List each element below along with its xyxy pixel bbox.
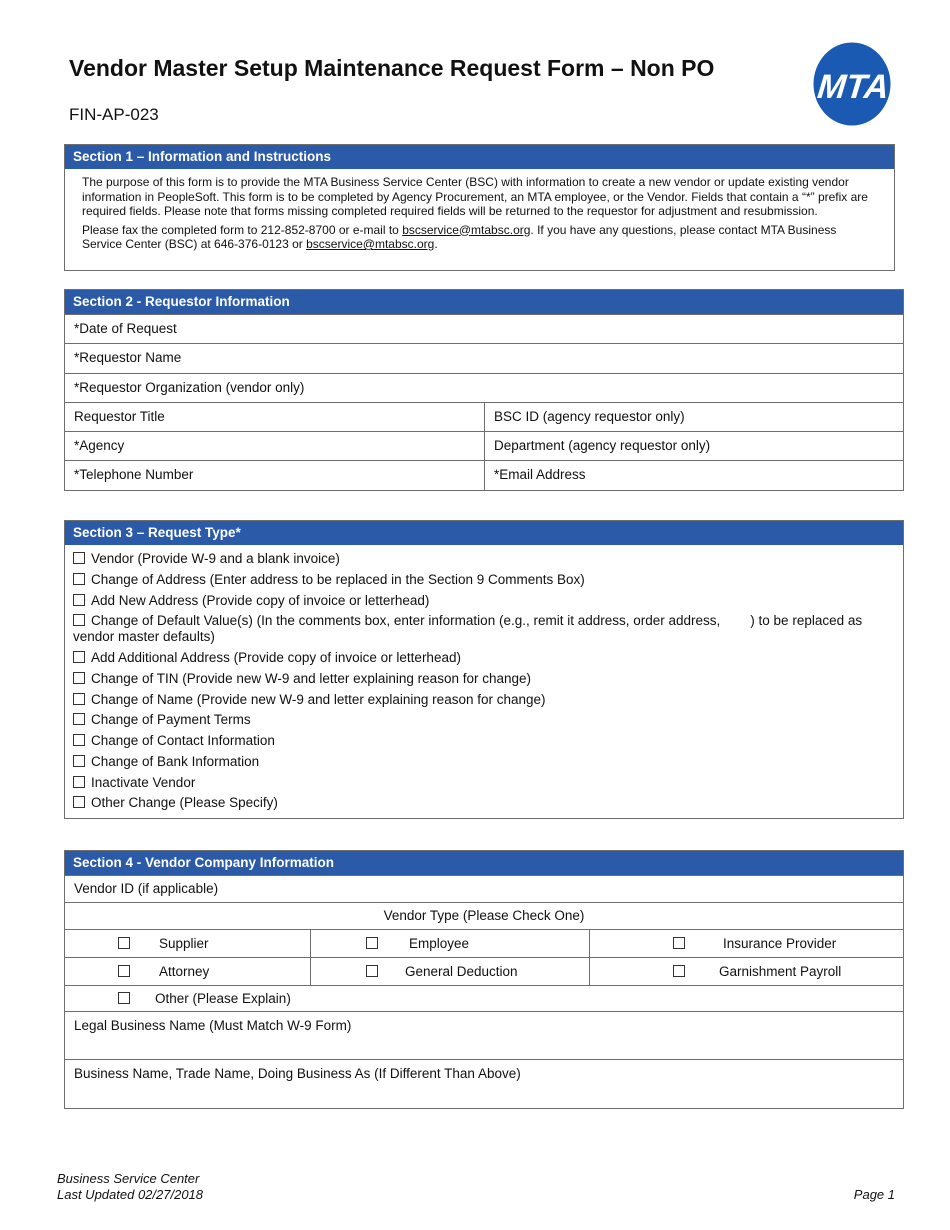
checkbox[interactable]: [73, 713, 85, 725]
checkbox[interactable]: [73, 693, 85, 705]
option-garnishment-payroll[interactable]: Garnishment Payroll: [589, 958, 903, 985]
email-link-2[interactable]: bscservice@mtabsc.org: [306, 237, 435, 251]
request-type-item: Other Change (Please Specify): [73, 793, 895, 814]
option-supplier[interactable]: Supplier: [65, 930, 310, 957]
checkbox[interactable]: [73, 594, 85, 606]
checkbox[interactable]: [118, 937, 130, 949]
instructions-text-b: . If you have any questions, please contact MTA Business Service Center (BSC) at 646-376-0123 or: [82, 222, 837, 251]
checkbox[interactable]: [73, 573, 85, 585]
section-4-vendor-company: [64, 850, 904, 1109]
option-employee[interactable]: Employee: [310, 930, 589, 957]
bsc-id-field[interactable]: BSC ID (agency requestor only): [484, 403, 903, 431]
vendor-id-field[interactable]: Vendor ID (if applicable): [65, 875, 903, 902]
agency-field[interactable]: *Agency: [74, 438, 125, 454]
option-general-deduction[interactable]: General Deduction: [310, 958, 589, 985]
dba-name-field[interactable]: Business Name, Trade Name, Doing Business As (If Different Than Above): [65, 1059, 903, 1107]
footer: [57, 1171, 203, 1203]
requestor-name-label: *Requestor Name: [74, 350, 182, 366]
requestor-name-field[interactable]: [65, 343, 903, 372]
footer-org: Business Service Center: [57, 1171, 200, 1186]
request-type-item: Add Additional Address (Provide copy of invoice or letterhead): [73, 648, 895, 669]
instructions-paragraph-1: The purpose of this form is to provide the MTA Business Service Center (BSC) with information to create a new vendor or update existing vendor information in PeopleSoft. This form is to be completed by Agency Procurement, an MTA employee, or the Vendor. Fields that contain a “*” prefix are required fields. Please note that forms missing completed required fields will be returned to the requestor for adjustment and resubmission.: [82, 175, 868, 218]
email-field[interactable]: *Email Address: [484, 461, 903, 489]
checkbox[interactable]: [366, 937, 378, 949]
instructions-text-c: .: [434, 237, 438, 251]
request-type-item: Change of TIN (Provide new W-9 and letter explaining reason for change): [73, 669, 895, 690]
checkbox[interactable]: [73, 651, 85, 663]
page-number: Page 1: [853, 1187, 895, 1202]
mta-logo: [813, 42, 891, 126]
checkbox[interactable]: [73, 552, 85, 564]
request-type-item: Change of Bank Information: [73, 752, 895, 773]
section-1-instructions: [64, 144, 895, 271]
request-type-item: Change of Name (Provide new W-9 and letter explaining reason for change): [73, 690, 895, 711]
checkbox[interactable]: [366, 965, 378, 977]
request-type-item: Change of Default Value(s) (In the comments box, enter information (e.g., remit it address, order address, ) to be replaced as vendor master defaults): [73, 613, 866, 645]
request-type-item: Change of Contact Information: [73, 731, 895, 752]
request-type-item: Change of Payment Terms: [73, 710, 895, 731]
section-1-heading: Section 1 – Information and Instructions: [65, 145, 894, 169]
request-type-item: Add New Address (Provide copy of invoice or letterhead): [73, 591, 895, 612]
email-link[interactable]: bscservice@mtabsc.org: [402, 222, 531, 237]
requestor-org-label: *Requestor Organization (vendor only): [74, 379, 305, 395]
checkbox[interactable]: [673, 965, 685, 977]
form-id: FIN-AP-023: [69, 105, 159, 124]
legal-business-name-field[interactable]: Legal Business Name (Must Match W-9 Form): [65, 1011, 903, 1059]
request-type-item: Inactivate Vendor: [73, 773, 895, 794]
requestor-org-field[interactable]: [65, 373, 903, 402]
date-of-request-field[interactable]: [65, 314, 903, 343]
request-type-list: [65, 545, 903, 814]
section-3-heading: Section 3 – Request Type*: [65, 521, 903, 545]
instructions-paragraph-2: [82, 223, 877, 252]
checkbox[interactable]: [73, 776, 85, 788]
checkbox[interactable]: [73, 672, 85, 684]
option-other[interactable]: Other (Please Explain): [65, 986, 310, 1011]
telephone-field[interactable]: *Telephone Number: [74, 467, 194, 483]
department-field[interactable]: Department (agency requestor only): [484, 432, 903, 460]
section-2-requestor: [64, 289, 904, 491]
form-title: Vendor Master Setup Maintenance Request Form – Non PO: [69, 55, 715, 81]
option-attorney[interactable]: Attorney: [65, 958, 310, 985]
section-3-request-type: [64, 520, 904, 819]
checkbox[interactable]: [118, 992, 130, 1004]
request-type-item: Change of Address (Enter address to be replaced in the Section 9 Comments Box): [73, 570, 895, 591]
footer-updated: Last Updated 02/27/2018: [57, 1187, 204, 1202]
checkbox[interactable]: [73, 734, 85, 746]
request-type-item: Vendor (Provide W-9 and a blank invoice): [73, 549, 895, 570]
date-of-request-label: *Date of Request: [74, 321, 177, 336]
vendor-type-label: Vendor Type (Please Check One): [65, 902, 903, 929]
checkbox[interactable]: [73, 796, 85, 808]
option-insurance-provider[interactable]: Insurance Provider: [589, 930, 903, 957]
requestor-title-field[interactable]: Requestor Title: [74, 408, 165, 424]
checkbox[interactable]: [673, 937, 685, 949]
checkbox[interactable]: [73, 755, 85, 767]
instructions-text-a: Please fax the completed form to 212-852-8700 or e-mail to: [82, 222, 403, 237]
checkbox[interactable]: [118, 965, 130, 977]
section-2-heading: Section 2 - Requestor Information: [65, 290, 903, 314]
section-4-heading: Section 4 - Vendor Company Information: [65, 851, 903, 875]
checkbox[interactable]: [73, 614, 85, 626]
logo-text: MTA: [815, 68, 891, 106]
